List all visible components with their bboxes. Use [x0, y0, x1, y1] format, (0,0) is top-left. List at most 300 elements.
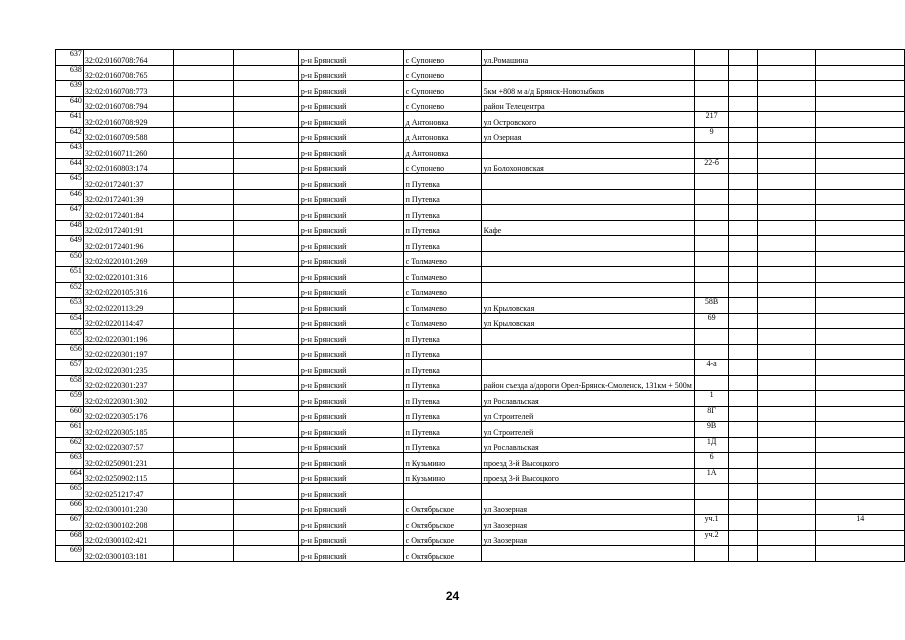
district-cell: р-н Брянский: [298, 360, 403, 376]
empty-cell: [234, 112, 298, 128]
table-row: [56, 112, 905, 128]
empty-cell: [234, 329, 298, 345]
district-cell: р-н Брянский: [298, 50, 403, 66]
street-cell: Кафе: [481, 220, 694, 236]
table-row: [56, 546, 905, 562]
empty-cell: [729, 205, 757, 221]
cadastral-number-cell: 32:02:0172401:96: [83, 236, 173, 252]
empty-cell: [757, 515, 816, 531]
empty-cell: [174, 65, 234, 81]
row-number-cell: 651: [56, 267, 84, 283]
empty-cell: [729, 267, 757, 283]
settlement-cell: п Путевка: [403, 375, 481, 391]
table-body: [56, 50, 905, 562]
row-number-cell: 637: [56, 50, 84, 66]
house-number-cell: 8Г: [694, 406, 728, 422]
street-cell: проезд 3-й Высоцкого: [481, 453, 694, 469]
empty-cell: [234, 406, 298, 422]
settlement-cell: с Толмачево: [403, 251, 481, 267]
empty-cell: [174, 375, 234, 391]
empty-cell: [757, 251, 816, 267]
street-cell: ул Строителей: [481, 422, 694, 438]
house-number-cell: 1Д: [694, 437, 728, 453]
row-number-cell: 640: [56, 96, 84, 112]
cadastral-number-cell: 32:02:0220114:47: [83, 313, 173, 329]
row-number-cell: 665: [56, 484, 84, 500]
district-cell: р-н Брянский: [298, 158, 403, 174]
district-cell: р-н Брянский: [298, 236, 403, 252]
house-number-cell: [694, 205, 728, 221]
empty-cell: [729, 65, 757, 81]
street-cell: ул Болохоновская: [481, 158, 694, 174]
settlement-cell: с Толмачево: [403, 267, 481, 283]
district-cell: р-н Брянский: [298, 127, 403, 143]
row-number-cell: 647: [56, 205, 84, 221]
row-number-cell: 659: [56, 391, 84, 407]
cadastral-number-cell: 32:02:0220305:185: [83, 422, 173, 438]
empty-cell: [729, 96, 757, 112]
cadastral-number-cell: 32:02:0220101:269: [83, 251, 173, 267]
house-number-cell: 4-а: [694, 360, 728, 376]
empty-cell: [757, 546, 816, 562]
area-cell: [816, 329, 905, 345]
empty-cell: [234, 313, 298, 329]
empty-cell: [174, 453, 234, 469]
street-cell: [481, 546, 694, 562]
empty-cell: [757, 530, 816, 546]
house-number-cell: [694, 174, 728, 190]
cadastral-number-cell: 32:02:0300101:230: [83, 499, 173, 515]
table-row: [56, 96, 905, 112]
cadastral-number-cell: 32:02:0250901:231: [83, 453, 173, 469]
area-cell: [816, 546, 905, 562]
empty-cell: [757, 422, 816, 438]
table-row: [56, 189, 905, 205]
settlement-cell: п Путевка: [403, 236, 481, 252]
house-number-cell: 1А: [694, 468, 728, 484]
cadastral-number-cell: 32:02:0220305:176: [83, 406, 173, 422]
empty-cell: [174, 174, 234, 190]
empty-cell: [234, 81, 298, 97]
settlement-cell: с Супонево: [403, 81, 481, 97]
empty-cell: [729, 220, 757, 236]
district-cell: р-н Брянский: [298, 422, 403, 438]
cadastral-number-cell: 32:02:0300103:181: [83, 546, 173, 562]
cadastral-number-cell: 32:02:0300102:208: [83, 515, 173, 531]
cadastral-number-cell: 32:02:0172401:37: [83, 174, 173, 190]
cadastral-number-cell: 32:02:0160711:260: [83, 143, 173, 159]
house-number-cell: [694, 81, 728, 97]
empty-cell: [174, 127, 234, 143]
settlement-cell: д Антоновка: [403, 112, 481, 128]
registry-table: [55, 49, 905, 562]
house-number-cell: 58В: [694, 298, 728, 314]
district-cell: р-н Брянский: [298, 282, 403, 298]
settlement-cell: п Путевка: [403, 422, 481, 438]
house-number-cell: [694, 143, 728, 159]
empty-cell: [174, 406, 234, 422]
settlement-cell: п Путевка: [403, 174, 481, 190]
settlement-cell: с Октябрьское: [403, 530, 481, 546]
empty-cell: [174, 205, 234, 221]
area-cell: [816, 468, 905, 484]
district-cell: р-н Брянский: [298, 174, 403, 190]
empty-cell: [729, 298, 757, 314]
street-cell: ул Крыловская: [481, 298, 694, 314]
empty-cell: [174, 468, 234, 484]
street-cell: ул Строителей: [481, 406, 694, 422]
empty-cell: [729, 344, 757, 360]
table-row: [56, 484, 905, 500]
house-number-cell: [694, 50, 728, 66]
area-cell: [816, 313, 905, 329]
district-cell: р-н Брянский: [298, 267, 403, 283]
empty-cell: [729, 546, 757, 562]
house-number-cell: уч.1: [694, 515, 728, 531]
empty-cell: [234, 174, 298, 190]
house-number-cell: [694, 251, 728, 267]
empty-cell: [234, 530, 298, 546]
empty-cell: [757, 499, 816, 515]
settlement-cell: [403, 484, 481, 500]
empty-cell: [174, 437, 234, 453]
row-number-cell: 650: [56, 251, 84, 267]
street-cell: [481, 251, 694, 267]
settlement-cell: д Антоновка: [403, 127, 481, 143]
table-row: [56, 267, 905, 283]
area-cell: [816, 391, 905, 407]
street-cell: [481, 189, 694, 205]
empty-cell: [234, 484, 298, 500]
area-cell: [816, 143, 905, 159]
cadastral-number-cell: 32:02:0220105:316: [83, 282, 173, 298]
empty-cell: [757, 360, 816, 376]
empty-cell: [757, 65, 816, 81]
cadastral-number-cell: 32:02:0220113:29: [83, 298, 173, 314]
empty-cell: [234, 499, 298, 515]
row-number-cell: 648: [56, 220, 84, 236]
empty-cell: [757, 406, 816, 422]
cadastral-number-cell: 32:02:0160708:794: [83, 96, 173, 112]
empty-cell: [174, 499, 234, 515]
empty-cell: [234, 375, 298, 391]
empty-cell: [174, 112, 234, 128]
empty-cell: [234, 298, 298, 314]
empty-cell: [729, 282, 757, 298]
empty-cell: [234, 189, 298, 205]
empty-cell: [174, 391, 234, 407]
empty-cell: [729, 158, 757, 174]
house-number-cell: [694, 96, 728, 112]
row-number-cell: 649: [56, 236, 84, 252]
cadastral-number-cell: 32:02:0160709:588: [83, 127, 173, 143]
empty-cell: [729, 406, 757, 422]
table-row: [56, 50, 905, 66]
cadastral-number-cell: 32:02:0220307:57: [83, 437, 173, 453]
empty-cell: [234, 205, 298, 221]
table-row: [56, 298, 905, 314]
empty-cell: [174, 267, 234, 283]
empty-cell: [757, 112, 816, 128]
empty-cell: [729, 189, 757, 205]
row-number-cell: 660: [56, 406, 84, 422]
empty-cell: [757, 313, 816, 329]
cadastral-number-cell: 32:02:0220301:237: [83, 375, 173, 391]
table-row: [56, 158, 905, 174]
row-number-cell: 656: [56, 344, 84, 360]
table-row: [56, 251, 905, 267]
table-row: [56, 344, 905, 360]
table-row: [56, 65, 905, 81]
empty-cell: [757, 174, 816, 190]
empty-cell: [174, 344, 234, 360]
house-number-cell: [694, 220, 728, 236]
district-cell: р-н Брянский: [298, 406, 403, 422]
empty-cell: [729, 112, 757, 128]
settlement-cell: с Толмачево: [403, 313, 481, 329]
empty-cell: [729, 515, 757, 531]
empty-cell: [174, 143, 234, 159]
empty-cell: [729, 329, 757, 345]
table-row: [56, 282, 905, 298]
street-cell: ул.Ромашина: [481, 50, 694, 66]
settlement-cell: п Путевка: [403, 205, 481, 221]
area-cell: [816, 65, 905, 81]
district-cell: р-н Брянский: [298, 65, 403, 81]
row-number-cell: 639: [56, 81, 84, 97]
settlement-cell: с Толмачево: [403, 282, 481, 298]
area-cell: [816, 437, 905, 453]
empty-cell: [757, 96, 816, 112]
area-cell: [816, 174, 905, 190]
district-cell: р-н Брянский: [298, 546, 403, 562]
row-number-cell: 664: [56, 468, 84, 484]
area-cell: [816, 484, 905, 500]
settlement-cell: п Кузьмино: [403, 453, 481, 469]
district-cell: р-н Брянский: [298, 515, 403, 531]
house-number-cell: 9В: [694, 422, 728, 438]
district-cell: р-н Брянский: [298, 468, 403, 484]
row-number-cell: 669: [56, 546, 84, 562]
row-number-cell: 662: [56, 437, 84, 453]
street-cell: ул Заозерная: [481, 515, 694, 531]
district-cell: р-н Брянский: [298, 96, 403, 112]
row-number-cell: 661: [56, 422, 84, 438]
district-cell: р-н Брянский: [298, 112, 403, 128]
row-number-cell: 645: [56, 174, 84, 190]
row-number-cell: 652: [56, 282, 84, 298]
area-cell: [816, 267, 905, 283]
table-row: [56, 375, 905, 391]
street-cell: район съезда а/дороги Орел-Брянск-Смоленск, 131км + 500м: [481, 375, 694, 391]
area-cell: [816, 282, 905, 298]
empty-cell: [757, 189, 816, 205]
district-cell: р-н Брянский: [298, 499, 403, 515]
house-number-cell: [694, 329, 728, 345]
row-number-cell: 646: [56, 189, 84, 205]
street-cell: [481, 360, 694, 376]
table-row: [56, 515, 905, 531]
empty-cell: [757, 81, 816, 97]
cadastral-number-cell: 32:02:0250902:115: [83, 468, 173, 484]
cadastral-number-cell: 32:02:0172401:39: [83, 189, 173, 205]
street-cell: [481, 236, 694, 252]
empty-cell: [729, 313, 757, 329]
house-number-cell: [694, 236, 728, 252]
street-cell: ул Озерная: [481, 127, 694, 143]
area-cell: [816, 406, 905, 422]
cadastral-number-cell: 32:02:0160708:773: [83, 81, 173, 97]
empty-cell: [174, 329, 234, 345]
street-cell: [481, 329, 694, 345]
empty-cell: [234, 468, 298, 484]
empty-cell: [234, 50, 298, 66]
area-cell: [816, 298, 905, 314]
empty-cell: [174, 282, 234, 298]
row-number-cell: 666: [56, 499, 84, 515]
house-number-cell: 22-б: [694, 158, 728, 174]
area-cell: [816, 127, 905, 143]
district-cell: р-н Брянский: [298, 189, 403, 205]
empty-cell: [729, 530, 757, 546]
empty-cell: [729, 453, 757, 469]
district-cell: р-н Брянский: [298, 484, 403, 500]
house-number-cell: [694, 344, 728, 360]
page-number: 24: [445, 589, 460, 603]
table-row: [56, 422, 905, 438]
area-cell: [816, 422, 905, 438]
empty-cell: [729, 81, 757, 97]
empty-cell: [729, 251, 757, 267]
empty-cell: [234, 96, 298, 112]
settlement-cell: д Антоновка: [403, 143, 481, 159]
empty-cell: [234, 236, 298, 252]
empty-cell: [757, 158, 816, 174]
table-row: [56, 530, 905, 546]
cadastral-number-cell: 32:02:0160708:765: [83, 65, 173, 81]
empty-cell: [174, 220, 234, 236]
row-number-cell: 638: [56, 65, 84, 81]
empty-cell: [234, 267, 298, 283]
empty-cell: [174, 530, 234, 546]
table-row: [56, 143, 905, 159]
area-cell: [816, 81, 905, 97]
area-cell: [816, 530, 905, 546]
cadastral-number-cell: 32:02:0220301:197: [83, 344, 173, 360]
empty-cell: [729, 468, 757, 484]
row-number-cell: 642: [56, 127, 84, 143]
empty-cell: [234, 422, 298, 438]
area-cell: [816, 220, 905, 236]
row-number-cell: 663: [56, 453, 84, 469]
settlement-cell: с Октябрьское: [403, 546, 481, 562]
empty-cell: [174, 50, 234, 66]
row-number-cell: 668: [56, 530, 84, 546]
table-row: [56, 220, 905, 236]
cadastral-number-cell: 32:02:0172401:84: [83, 205, 173, 221]
settlement-cell: с Супонево: [403, 50, 481, 66]
table-row: [56, 499, 905, 515]
empty-cell: [729, 174, 757, 190]
empty-cell: [757, 437, 816, 453]
empty-cell: [729, 143, 757, 159]
cadastral-number-cell: 32:02:0160708:929: [83, 112, 173, 128]
house-number-cell: 69: [694, 313, 728, 329]
table-row: [56, 81, 905, 97]
cadastral-number-cell: 32:02:0220301:196: [83, 329, 173, 345]
street-cell: ул Заозерная: [481, 530, 694, 546]
area-cell: [816, 112, 905, 128]
house-number-cell: уч.2: [694, 530, 728, 546]
empty-cell: [234, 220, 298, 236]
house-number-cell: [694, 499, 728, 515]
district-cell: р-н Брянский: [298, 251, 403, 267]
street-cell: [481, 484, 694, 500]
district-cell: р-н Брянский: [298, 143, 403, 159]
street-cell: [481, 143, 694, 159]
table-row: [56, 127, 905, 143]
house-number-cell: [694, 375, 728, 391]
empty-cell: [729, 375, 757, 391]
settlement-cell: п Путевка: [403, 344, 481, 360]
settlement-cell: с Октябрьское: [403, 499, 481, 515]
street-cell: ул Крыловская: [481, 313, 694, 329]
empty-cell: [234, 515, 298, 531]
row-number-cell: 643: [56, 143, 84, 159]
street-cell: [481, 205, 694, 221]
street-cell: район Телецентра: [481, 96, 694, 112]
row-number-cell: 655: [56, 329, 84, 345]
empty-cell: [729, 50, 757, 66]
district-cell: р-н Брянский: [298, 437, 403, 453]
empty-cell: [757, 143, 816, 159]
empty-cell: [174, 422, 234, 438]
area-cell: [816, 453, 905, 469]
area-cell: [816, 375, 905, 391]
empty-cell: [757, 127, 816, 143]
empty-cell: [729, 391, 757, 407]
empty-cell: [729, 437, 757, 453]
district-cell: р-н Брянский: [298, 313, 403, 329]
area-cell: [816, 96, 905, 112]
empty-cell: [234, 391, 298, 407]
empty-cell: [174, 546, 234, 562]
table-row: [56, 437, 905, 453]
empty-cell: [174, 81, 234, 97]
row-number-cell: 644: [56, 158, 84, 174]
settlement-cell: п Путевка: [403, 189, 481, 205]
house-number-cell: [694, 65, 728, 81]
table-row: [56, 313, 905, 329]
house-number-cell: [694, 189, 728, 205]
settlement-cell: с Октябрьское: [403, 515, 481, 531]
district-cell: р-н Брянский: [298, 205, 403, 221]
empty-cell: [757, 329, 816, 345]
house-number-cell: [694, 267, 728, 283]
cadastral-number-cell: 32:02:0220101:316: [83, 267, 173, 283]
district-cell: р-н Брянский: [298, 298, 403, 314]
empty-cell: [729, 484, 757, 500]
district-cell: р-н Брянский: [298, 329, 403, 345]
area-cell: [816, 189, 905, 205]
area-cell: 14: [816, 515, 905, 531]
district-cell: р-н Брянский: [298, 81, 403, 97]
settlement-cell: п Путевка: [403, 220, 481, 236]
area-cell: [816, 499, 905, 515]
cadastral-number-cell: 32:02:0160708:764: [83, 50, 173, 66]
area-cell: [816, 50, 905, 66]
empty-cell: [729, 499, 757, 515]
